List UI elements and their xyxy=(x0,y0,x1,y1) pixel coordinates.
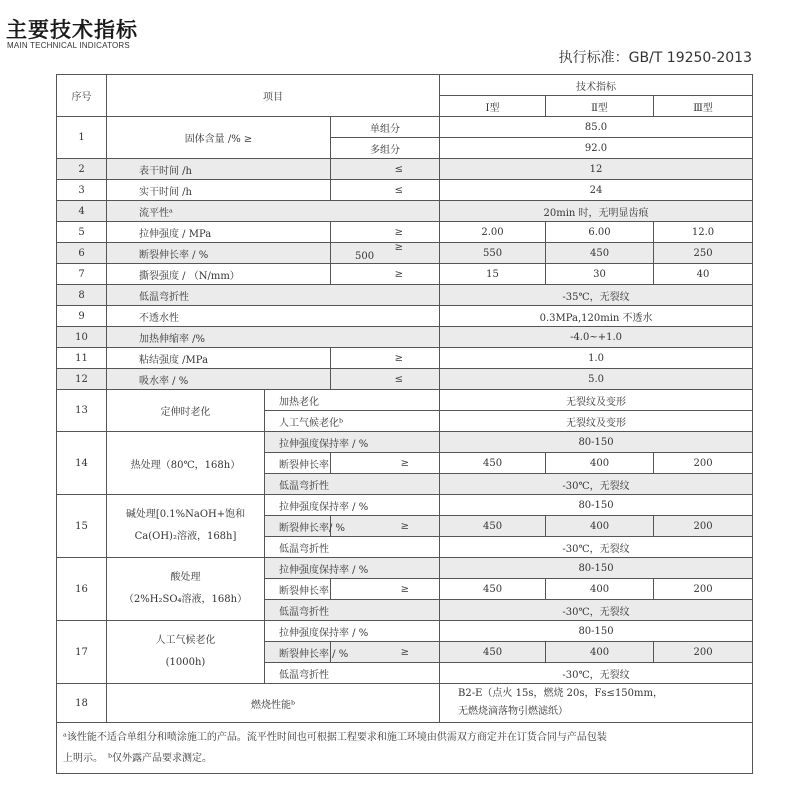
row-subitem: 单组分 xyxy=(331,117,440,138)
footnote-line2: 上明示。 ᵇ仅外露产品要求测定。 xyxy=(63,753,212,764)
row-type1: 450 xyxy=(440,516,546,537)
row-value: -35℃，无裂纹 xyxy=(440,285,753,306)
header-type3: Ⅲ型 xyxy=(654,96,753,117)
table-row xyxy=(57,390,753,411)
row-item-line2: Ca(OH)₂溶液，168h] xyxy=(134,531,237,542)
row-value: -4.0~+1.0 xyxy=(440,327,753,348)
table-row xyxy=(57,684,753,723)
standard-label: 执行标准：GB/T 19250-2013 xyxy=(558,50,752,66)
row-value: 无裂纹及变形 xyxy=(440,390,753,411)
row-no: 4 xyxy=(57,201,107,222)
row-value: 12 xyxy=(440,159,753,180)
row-symbol: ≥ xyxy=(331,453,440,474)
row-no: 15 xyxy=(57,495,107,558)
overflow-value: 500 xyxy=(355,251,375,262)
symbol-text: ≥ xyxy=(394,242,404,253)
table-row xyxy=(57,243,753,264)
row-symbol: ≤ xyxy=(331,159,440,180)
row-no: 2 xyxy=(57,159,107,180)
table-row xyxy=(57,327,753,348)
row-symbol: ≤ xyxy=(331,369,440,390)
row-item: 固体含量 /% ≥ xyxy=(107,117,331,159)
footnotes xyxy=(57,723,753,774)
row-value: 24 xyxy=(440,180,753,201)
table-row xyxy=(57,201,753,222)
row-item: 粘结强度 /MPa xyxy=(107,348,331,369)
row-no: 12 xyxy=(57,369,107,390)
row-no: 16 xyxy=(57,558,107,621)
row-symbol: ≥ xyxy=(331,516,440,537)
header-type2: Ⅱ型 xyxy=(546,96,654,117)
header-row xyxy=(57,75,753,96)
row-no: 7 xyxy=(57,264,107,285)
row-value: 5.0 xyxy=(440,369,753,390)
row-no: 13 xyxy=(57,390,107,432)
row-type2: 400 xyxy=(546,579,654,600)
row-subitem: 低温弯折性 xyxy=(265,537,440,558)
row-subitem: 断裂伸长率 / % xyxy=(265,642,331,663)
row-type1: 550 xyxy=(440,243,546,264)
row-no: 5 xyxy=(57,222,107,243)
row-item: 加热伸缩率 /% xyxy=(107,327,440,348)
row-item xyxy=(107,558,265,621)
row-item: 表干时间 /h xyxy=(107,159,331,180)
row-subitem: 低温弯折性 xyxy=(265,474,440,495)
table-row xyxy=(57,432,753,453)
row-value: 80-150 xyxy=(440,432,753,453)
row-value-line1: B2-E（点火 15s，燃烧 20s，Fs≤150mm， xyxy=(458,688,663,699)
row-item-line2: （2%H₂SO₄溶液，168h） xyxy=(123,594,248,605)
table-row xyxy=(57,621,753,642)
row-subitem: 拉伸强度保持率 / % xyxy=(265,495,440,516)
row-no: 9 xyxy=(57,306,107,327)
row-no: 3 xyxy=(57,180,107,201)
row-item: 流平性ᵃ xyxy=(107,201,440,222)
row-type2: 400 xyxy=(546,453,654,474)
row-item: 撕裂强度 / （N/mm） xyxy=(107,264,331,285)
row-item: 实干时间 /h xyxy=(107,180,331,201)
table-row xyxy=(57,264,753,285)
row-type3: 200 xyxy=(654,579,753,600)
row-subitem: 拉伸强度保持率 / % xyxy=(265,558,440,579)
row-no: 14 xyxy=(57,432,107,495)
row-item: 吸水率 / % xyxy=(107,369,331,390)
row-subitem: 断裂伸长率 xyxy=(265,453,331,474)
table-row xyxy=(57,306,753,327)
row-subitem: 人工气候老化ᵇ xyxy=(265,411,440,432)
row-type1: 450 xyxy=(440,642,546,663)
row-type1: 450 xyxy=(440,579,546,600)
row-symbol: ≥ xyxy=(331,264,440,285)
row-value: 0.3MPa,120min 不透水 xyxy=(440,306,753,327)
row-no: 17 xyxy=(57,621,107,684)
row-type1: 450 xyxy=(440,453,546,474)
header-spec: 技术指标 xyxy=(440,75,753,96)
row-item: 拉伸强度 / MPa xyxy=(107,222,331,243)
row-value: 1.0 xyxy=(440,348,753,369)
table-row xyxy=(57,117,753,138)
row-symbol: ≥ xyxy=(331,222,440,243)
row-item-line1: 人工气候老化 xyxy=(155,635,216,646)
row-symbol xyxy=(331,243,440,264)
row-value: -30℃，无裂纹 xyxy=(440,474,753,495)
row-no: 6 xyxy=(57,243,107,264)
table-row xyxy=(57,285,753,306)
page-subtitle: MAIN TECHNICAL INDICATORS xyxy=(7,41,130,50)
row-type3: 40 xyxy=(654,264,753,285)
row-item: 低温弯折性 xyxy=(107,285,440,306)
table-row xyxy=(57,348,753,369)
row-subitem: 断裂伸长率/ % xyxy=(265,516,331,537)
table-row xyxy=(57,558,753,579)
header-type1: Ⅰ型 xyxy=(440,96,546,117)
row-subitem: 拉伸强度保持率 / % xyxy=(265,432,440,453)
row-subitem: 断裂伸长率 xyxy=(265,579,331,600)
row-value: 80-150 xyxy=(440,558,753,579)
row-item xyxy=(107,621,265,684)
header-no: 序号 xyxy=(57,75,107,117)
table-row xyxy=(57,159,753,180)
row-item: 燃烧性能ᵇ xyxy=(107,684,440,723)
footnote-line1: ᵃ该性能不适合单组分和喷涂施工的产品。流平性时间也可根据工程要求和施工环境由供需双方商定并在订货合同与产品包装 xyxy=(63,732,607,743)
row-subitem: 拉伸强度保持率 / % xyxy=(265,621,440,642)
row-no: 10 xyxy=(57,327,107,348)
row-item: 断裂伸长率 / % xyxy=(107,243,331,264)
row-value: -30℃，无裂纹 xyxy=(440,537,753,558)
row-item: 不透水性 xyxy=(107,306,440,327)
row-type3: 200 xyxy=(654,516,753,537)
row-item: 定伸时老化 xyxy=(107,390,265,432)
row-subitem: 加热老化 xyxy=(265,390,440,411)
row-no: 18 xyxy=(57,684,107,723)
table-row xyxy=(57,495,753,516)
row-type2: 400 xyxy=(546,642,654,663)
row-value: -30℃，无裂纹 xyxy=(440,600,753,621)
row-type3: 12.0 xyxy=(654,222,753,243)
row-type2: 400 xyxy=(546,516,654,537)
row-item-line1: 酸处理 xyxy=(170,572,201,583)
spec-table xyxy=(56,74,753,774)
row-subitem: 多组分 xyxy=(331,138,440,159)
row-type1: 2.00 xyxy=(440,222,546,243)
page-title: 主要技术指标 xyxy=(6,18,138,42)
row-value: 85.0 xyxy=(440,117,753,138)
row-subitem: 低温弯折性 xyxy=(265,600,440,621)
row-symbol: ≤ xyxy=(331,180,440,201)
table-row xyxy=(57,222,753,243)
row-type3: 250 xyxy=(654,243,753,264)
row-value-line2: 无燃烧滴落物引燃滤纸） xyxy=(458,706,569,717)
row-no: 11 xyxy=(57,348,107,369)
row-value: -30℃，无裂纹 xyxy=(440,663,753,684)
row-value: 80-150 xyxy=(440,495,753,516)
row-symbol: ≥ xyxy=(331,579,440,600)
row-subitem: 低温弯折性 xyxy=(265,663,440,684)
row-value: 无裂纹及变形 xyxy=(440,411,753,432)
row-type2: 450 xyxy=(546,243,654,264)
row-type3: 200 xyxy=(654,642,753,663)
row-value: 92.0 xyxy=(440,138,753,159)
row-value xyxy=(440,684,753,723)
row-value: 80-150 xyxy=(440,621,753,642)
row-type2: 30 xyxy=(546,264,654,285)
row-symbol: ≥ xyxy=(331,642,440,663)
row-item xyxy=(107,495,265,558)
table-row xyxy=(57,180,753,201)
row-no: 1 xyxy=(57,117,107,159)
table-row xyxy=(57,369,753,390)
row-item: 热处理（80℃，168h） xyxy=(107,432,265,495)
row-no: 8 xyxy=(57,285,107,306)
row-type3: 200 xyxy=(654,453,753,474)
header-item: 项目 xyxy=(107,75,440,117)
notes-row xyxy=(57,723,753,774)
row-symbol: ≥ xyxy=(331,348,440,369)
row-type1: 15 xyxy=(440,264,546,285)
row-type2: 6.00 xyxy=(546,222,654,243)
row-value: 20min 时，无明显齿痕 xyxy=(440,201,753,222)
row-item-line1: 碱处理[0.1%NaOH+饱和 xyxy=(125,509,246,520)
row-item-line2: (1000h) xyxy=(165,657,206,668)
